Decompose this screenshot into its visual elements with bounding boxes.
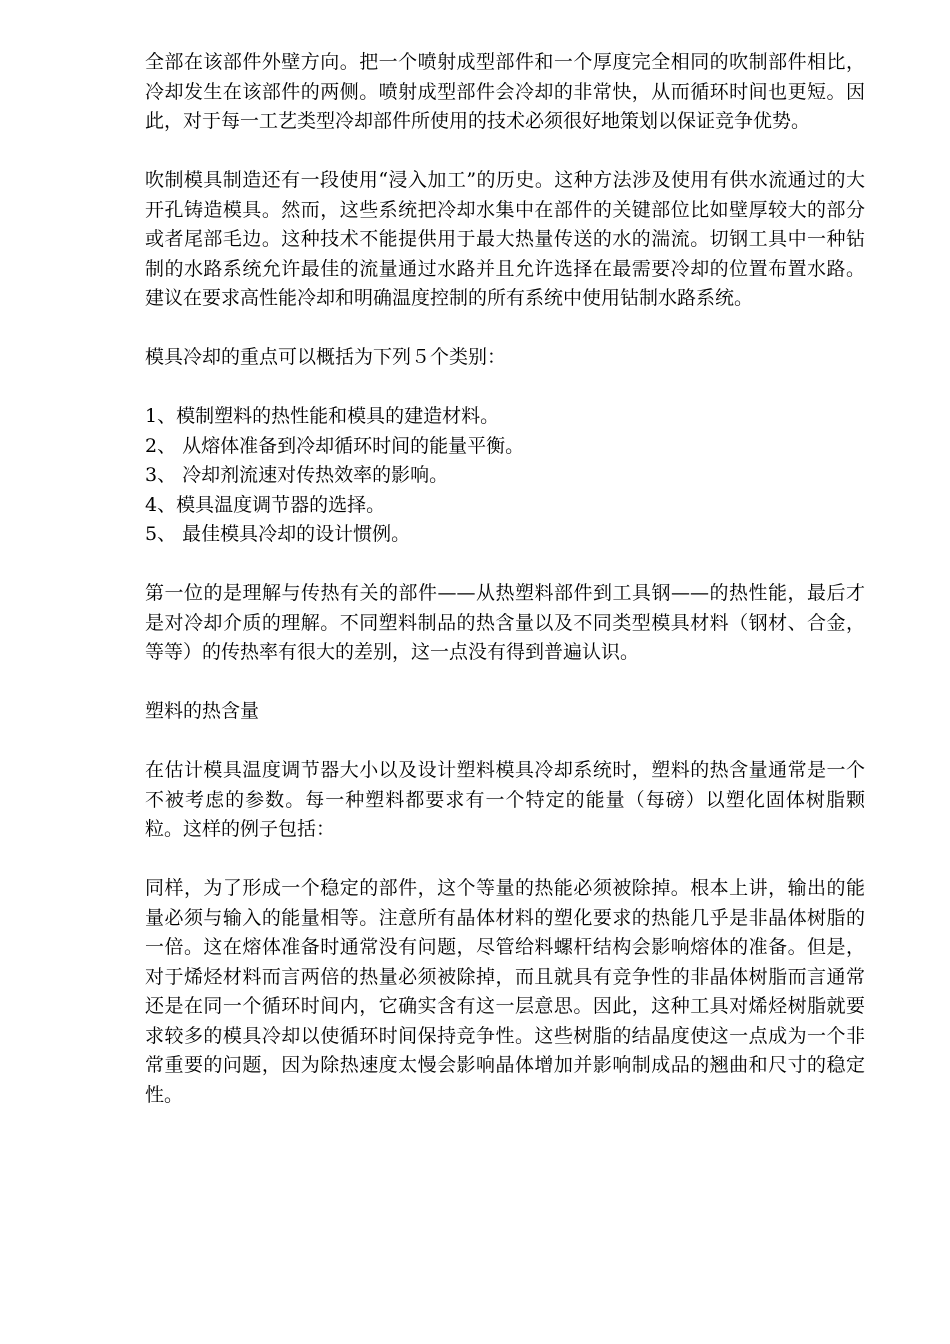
paragraph-heat-content: 在估计模具温度调节器大小以及设计塑料模具冷却系统时，塑料的热含量通常是一个不被考虑的参数。每一种塑料都要求有一个特定的能量（每磅）以塑化固体树脂颗粒。这样的例子包括： xyxy=(145,759,865,840)
paragraph-categories-intro: 模具冷却的重点可以概括为下列５个类别： xyxy=(145,346,507,368)
section-heading: 塑料的热含量 xyxy=(145,700,260,722)
paragraph-energy-balance: 同样，为了形成一个稳定的部件，这个等量的热能必须被除掉。根本上讲，输出的能量必须与输入的能量相等。注意所有晶体材料的塑化要求的热能几乎是非晶体树脂的一倍。这在熔体准备时通常没有问题，尽管给料螺杆结构会影响熔体的准备。但是，对于烯烃材料而言两倍的热量必须被除掉，而且就具有竞争性的非晶体树脂而言通常还是在同一个循环时间内，它确实含有这一层意思。因此，这种工具对烯烃树脂就要求较多的模具冷却以使循环时间保持竞争性。这些树脂的结晶度使这一点成为一个非常重要的问题，因为除热速度太慢会影响晶体增加并影响制成品的翘曲和尺寸的稳定性。 xyxy=(145,877,865,1106)
list-item: 5、 最佳模具冷却的设计惯例。 xyxy=(145,523,411,545)
list-item: 4、模具温度调节器的选择。 xyxy=(145,493,386,516)
paragraph-heat-transfer: 第一位的是理解与传热有关的部件——从热塑料部件到工具钢——的热性能，最后才是对冷却介质的理解。不同塑料制品的热含量以及不同类型模具材料（钢材、合金，等等）的传热率有很大的差别，这一点没有得到普遍认识。 xyxy=(145,582,865,663)
categories-list xyxy=(145,402,865,550)
list-item: 1、模制塑料的热性能和模具的建造材料。 xyxy=(145,405,500,427)
list-item: 2、 从熔体准备到冷却循环时间的能量平衡。 xyxy=(145,434,525,457)
list-item: 3、 冷却剂流速对传热效率的影响。 xyxy=(145,464,449,486)
document-body xyxy=(145,48,865,1140)
paragraph-blow-mold-history: 吹制模具制造还有一段使用“浸入加工”的历史。这种方法涉及使用有供水流通过的大开孔铸造模具。然而，这些系统把冷却水集中在部件的关键部位比如壁厚较大的部分或者尾部毛边。这种技术不能提供用于最大热量传送的水的湍流。切钢工具中一种钻制的水路系统允许最佳的流量通过水路并且允许选择在最需要冷却的位置布置水路。建议在要求高性能冷却和明确温度控制的所有系统中使用钻制水路系统。 xyxy=(145,169,865,309)
paragraph-cooling-sides: 全部在该部件外壁方向。把一个喷射成型部件和一个厚度完全相同的吹制部件相比，冷却发生在该部件的两侧。喷射成型部件会冷却的非常快，从而循环时间也更短。因此，对于每一工艺类型冷却部件所使用的技术必须很好地策划以保证竞争优势。 xyxy=(145,51,865,132)
